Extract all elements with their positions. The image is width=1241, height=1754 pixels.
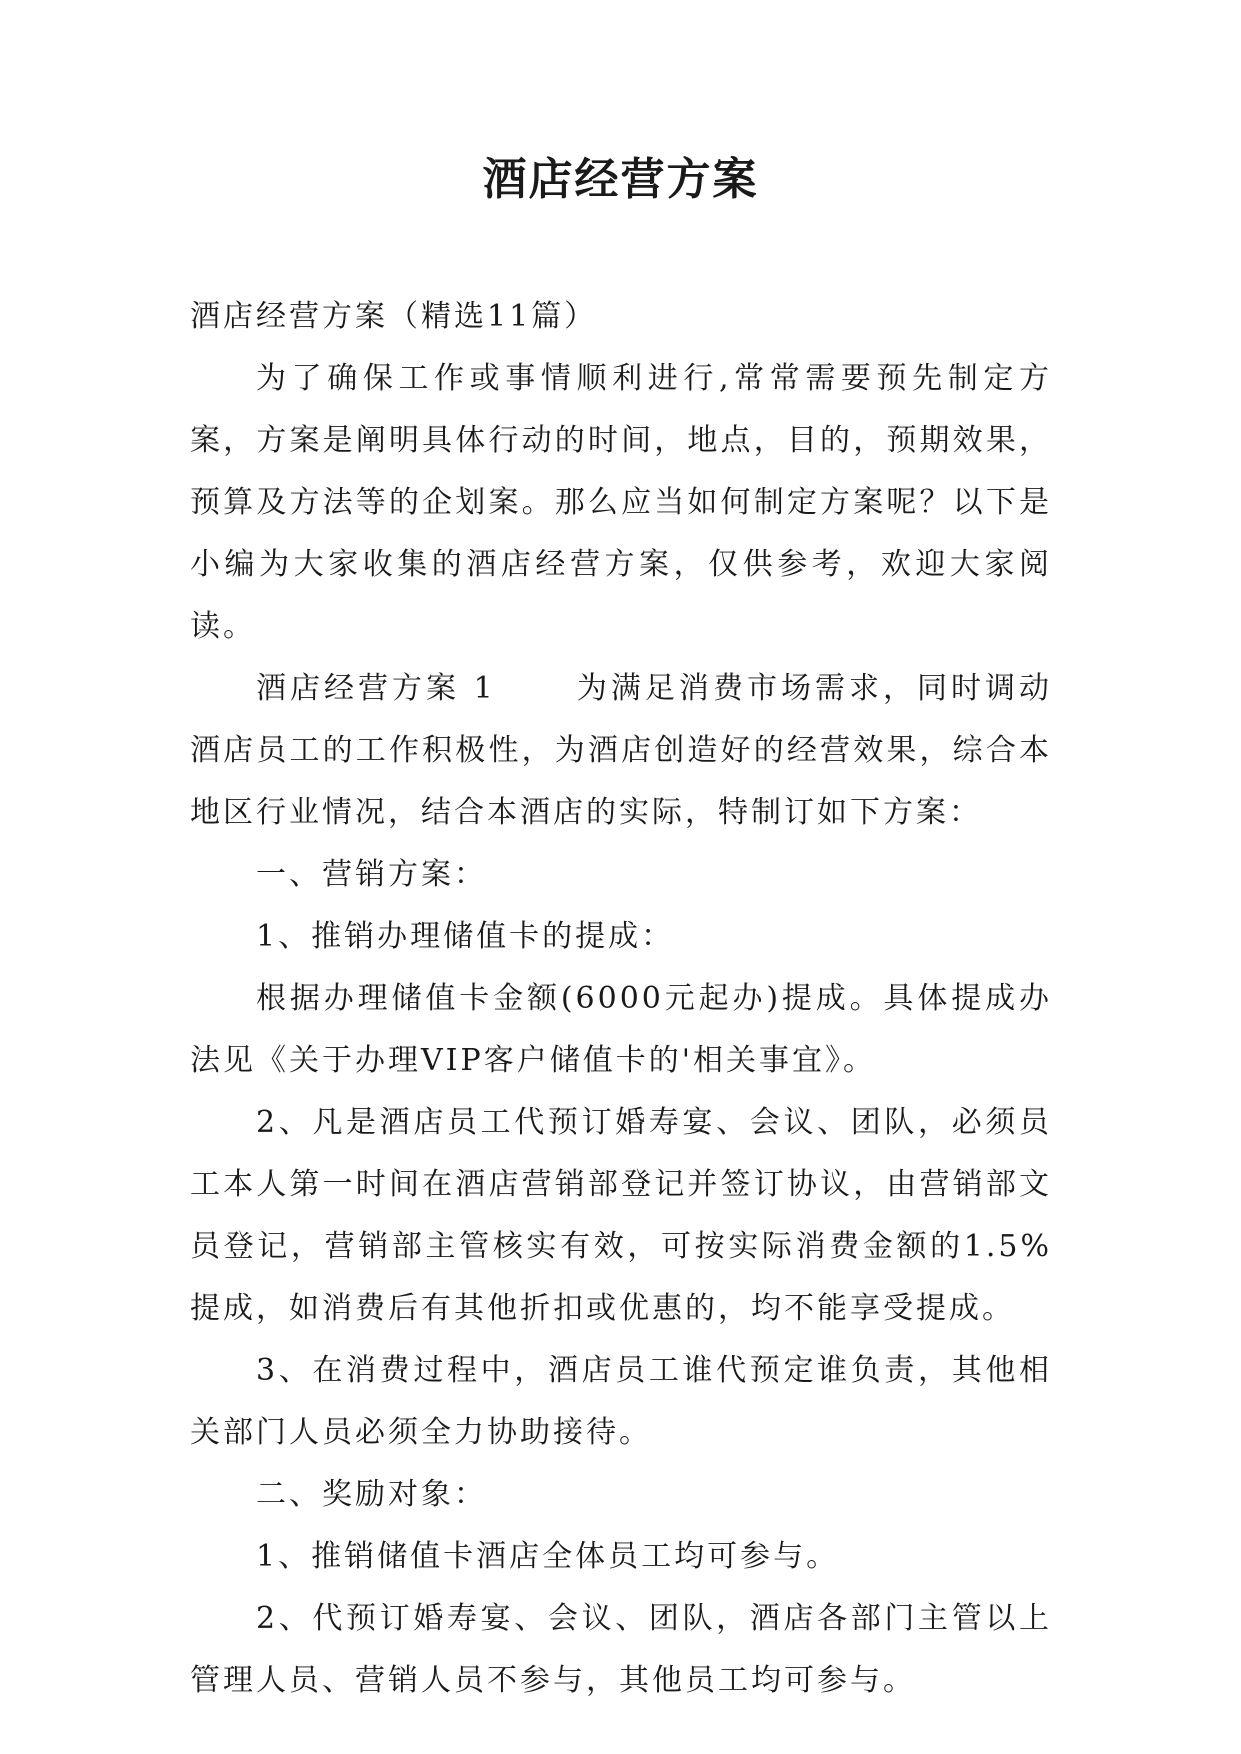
item-excluded-staff: 2、代预订婚寿宴、会议、团队，酒店各部门主管以上管理人员、营销人员不参与，其他员工均可参与。 — [190, 1601, 1052, 1698]
paragraph-plan-1: 酒店经营方案 1 为满足消费市场需求，同时调动酒店员工的工作积极性，为酒店创造好的经营效果，综合本地区行业情况，结合本酒店的实际，特制订如下方案： — [190, 671, 1052, 830]
item-stored-value-card: 1、推销办理储值卡的提成： — [256, 919, 675, 954]
paragraph-subtitle: 酒店经营方案（精选11篇） — [190, 299, 598, 334]
document-title: 酒店经营方案 — [482, 154, 759, 205]
paragraph-commission-basis: 根据办理储值卡金额(6000元起办)提成。具体提成办法见《关于办理VIP客户储值卡的'相关事宜》。 — [190, 981, 1052, 1078]
paragraph-intro: 为了确保工作或事情顺利进行,常常需要预先制定方案，方案是阐明具体行动的时间，地点，目的，预期效果，预算及方法等的企划案。那么应当如何制定方案呢？以下是小编为大家收集的酒店经营方案，仅供参考，欢迎大家阅读。 — [190, 361, 1052, 644]
item-booking-commission: 2、凡是酒店员工代预订婚寿宴、会议、团队，必须员工本人第一时间在酒店营销部登记并签订协议，由营销部文员登记，营销部主管核实有效，可按实际消费金额的1.5%提成，如消费后有其他折扣或优惠的，均不能享受提成。 — [190, 1105, 1052, 1326]
heading-reward-targets: 二、奖励对象： — [256, 1477, 487, 1512]
heading-marketing-plan: 一、营销方案： — [256, 857, 487, 892]
item-responsibility: 3、在消费过程中，酒店员工谁代预定谁负责，其他相关部门人员必须全力协助接待。 — [190, 1353, 1052, 1450]
item-all-staff: 1、推销储值卡酒店全体员工均可参与。 — [256, 1539, 840, 1574]
document-body — [190, 286, 1052, 1712]
